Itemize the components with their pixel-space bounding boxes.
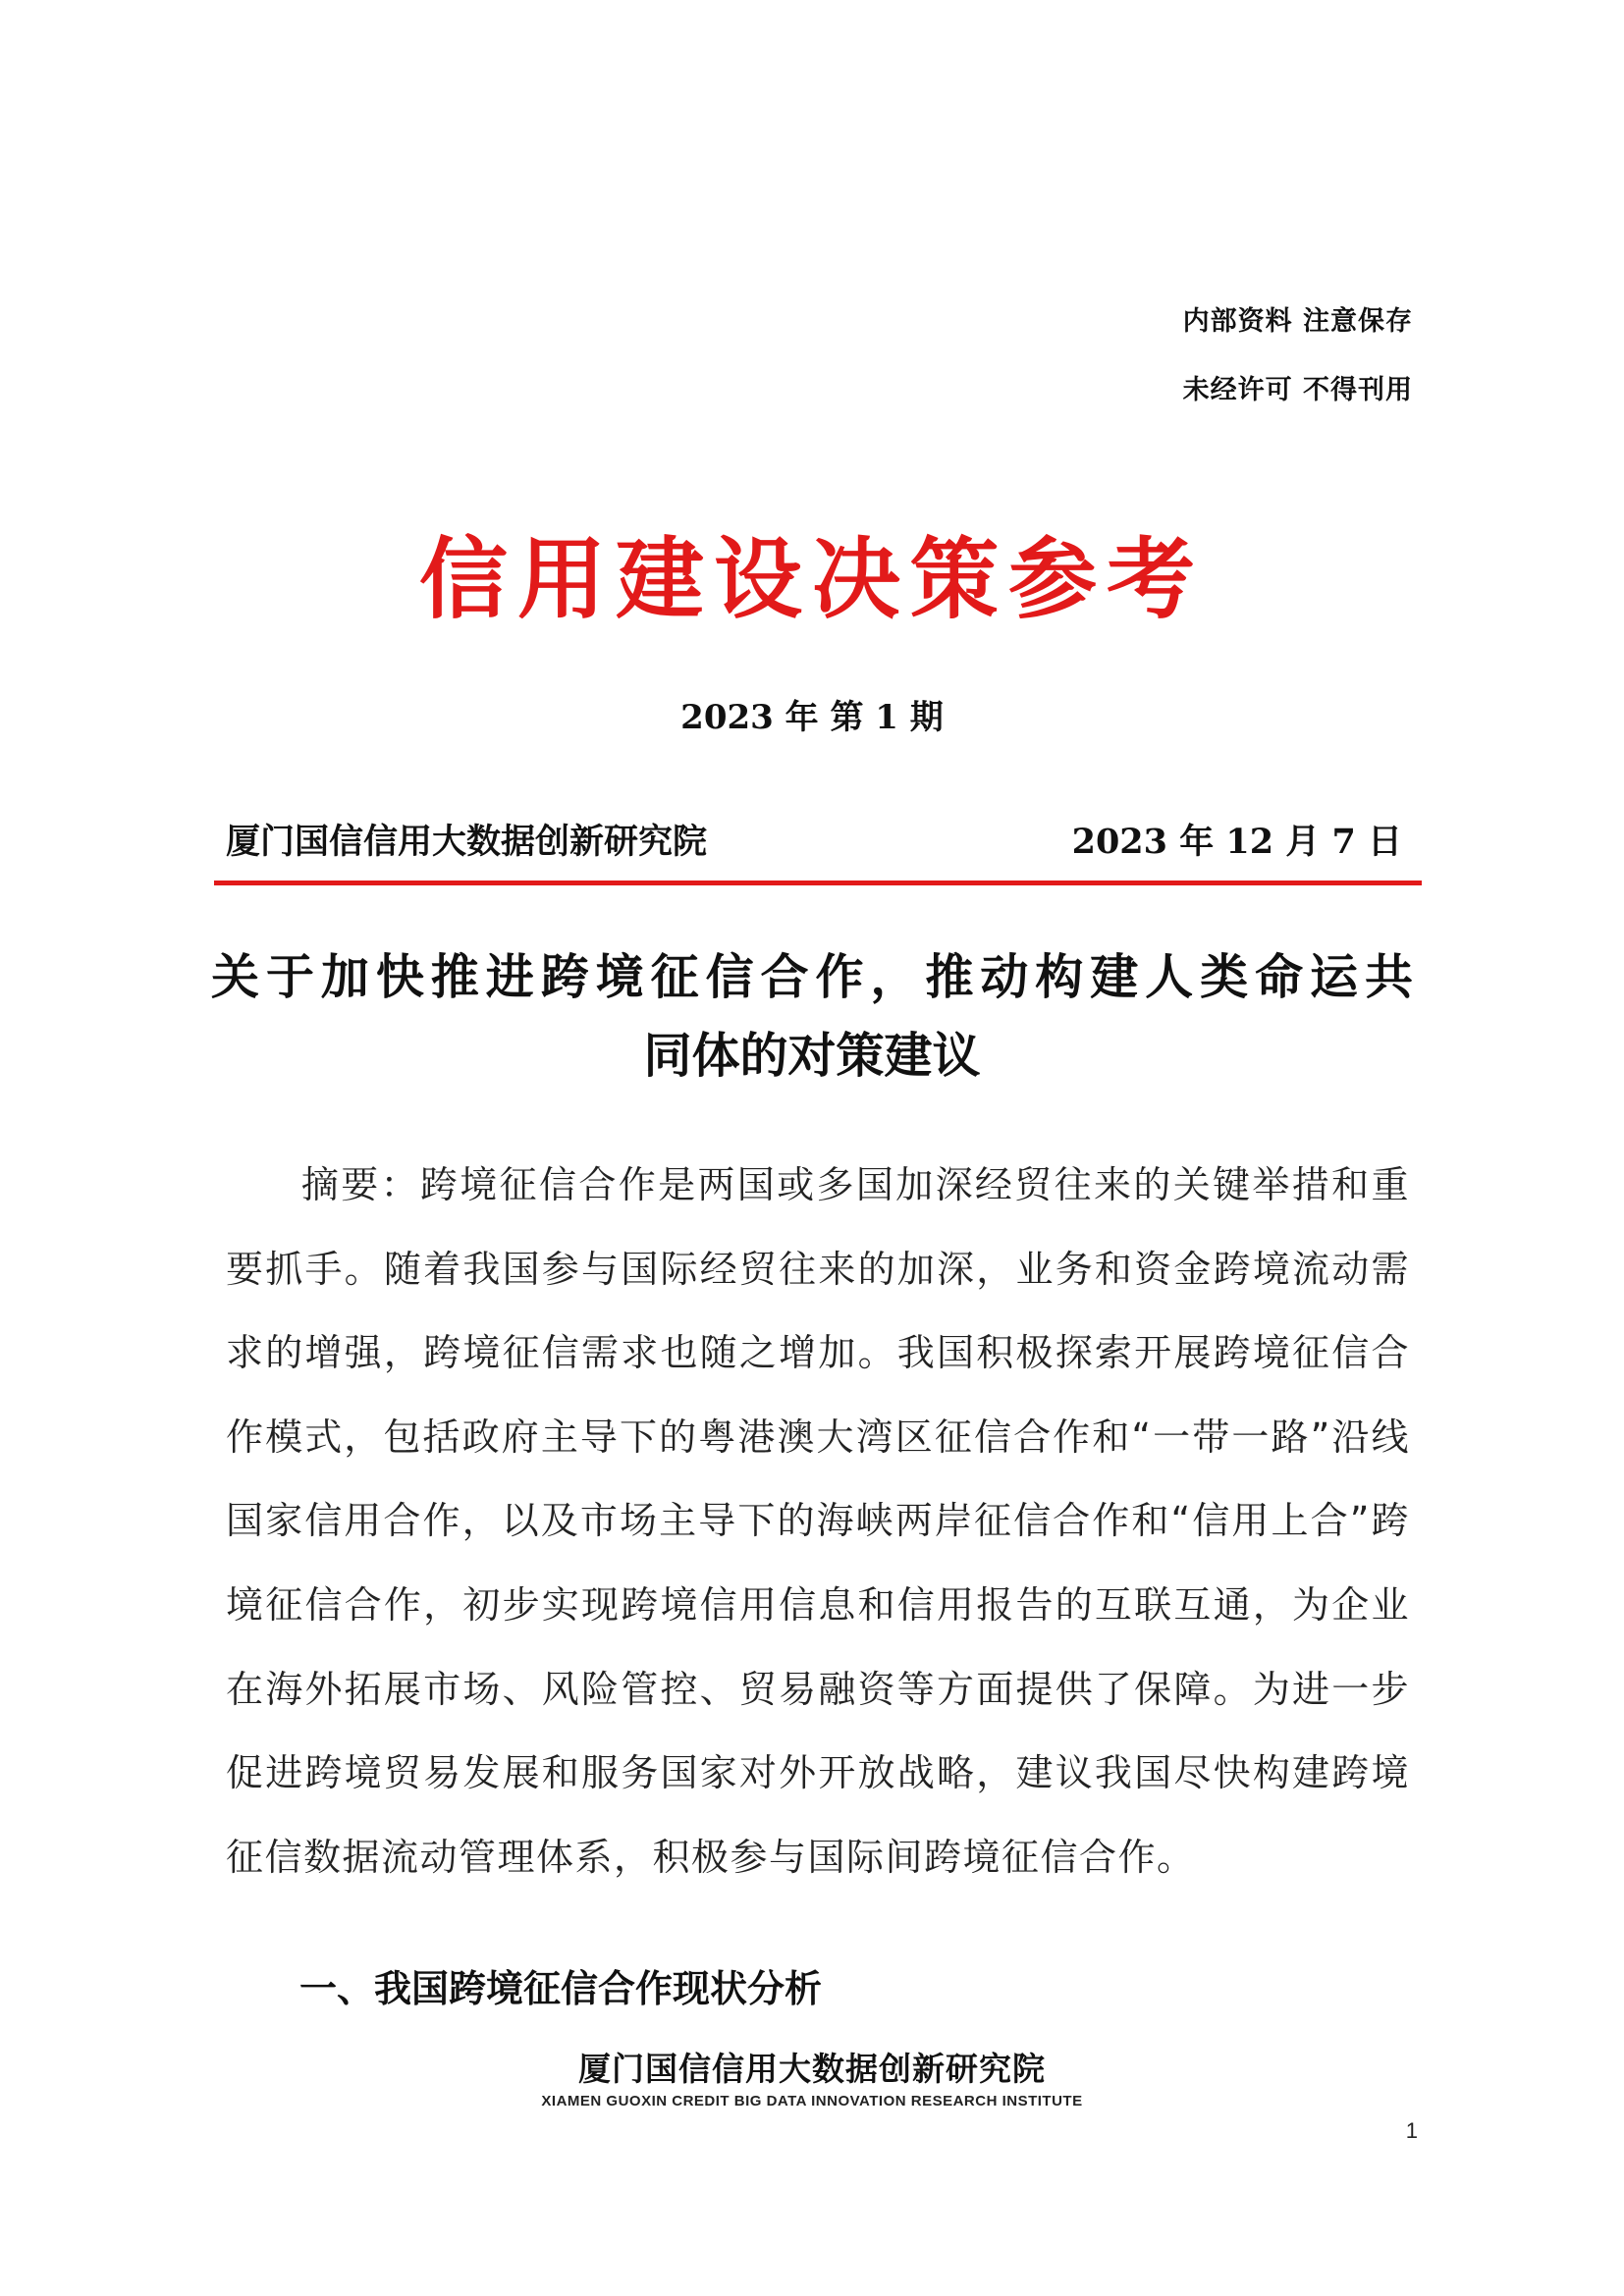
abstract-paragraph xyxy=(226,1144,1410,1899)
confidential-notice: 内部资料 注意保存 xyxy=(1182,306,1413,337)
institute-logo xyxy=(0,2044,1624,2109)
issue-label: 2023 年 第 1 期 xyxy=(680,698,944,737)
abstract-text: 摘要：跨境征信合作是两国或多国加深经贸往来的关键举措和重要抓手。随着我国参与国际经贸往来的加深，业务和资金跨境流动需求的增强，跨境征信需求也随之增加。我国积极探索开展跨境征信合作模式，包括政府主导下的粤港澳大湾区征信合作和“一带一路”沿线国家信用合作，以及市场主导下的海峡两岸征信合作和“信用上合”跨境征信合作，初步实现跨境信用信息和信用报告的互联互通，为企业在海外拓展市场、风险管控、贸易融资等方面提供了保障。为进一步促进跨境贸易发展和服务国家对外开放战略，建议我国尽快构建跨境征信数据流动管理体系，积极参与国际间跨境征信合作。 xyxy=(226,1163,1410,1879)
page-number: 1 xyxy=(1405,2118,1418,2143)
publisher-name: 厦门国信信用大数据创新研究院 xyxy=(226,822,708,862)
publication-date: 2023 年 12 月 7 日 xyxy=(1071,822,1402,862)
section-heading: 一、我国跨境征信合作现状分析 xyxy=(299,1967,823,2010)
no-reprint-notice: 未经许可 不得刊用 xyxy=(1182,375,1413,405)
masthead-title: 信用建设决策参考 xyxy=(419,527,1205,631)
document-title-line-2: 同体的对策建议 xyxy=(643,1027,981,1084)
document-title-line-1: 关于加快推进跨境征信合作，推动构建人类命运共 xyxy=(211,948,1413,1005)
publisher-row xyxy=(226,815,1402,864)
institute-logo-en: XIAMEN GUOXIN CREDIT BIG DATA INNOVATION RESEARCH INSTITUTE xyxy=(541,2093,1083,2109)
institute-logo-cn: 厦门国信信用大数据创新研究院 xyxy=(578,2050,1046,2088)
red-divider xyxy=(214,881,1422,885)
document-title xyxy=(211,937,1413,1095)
